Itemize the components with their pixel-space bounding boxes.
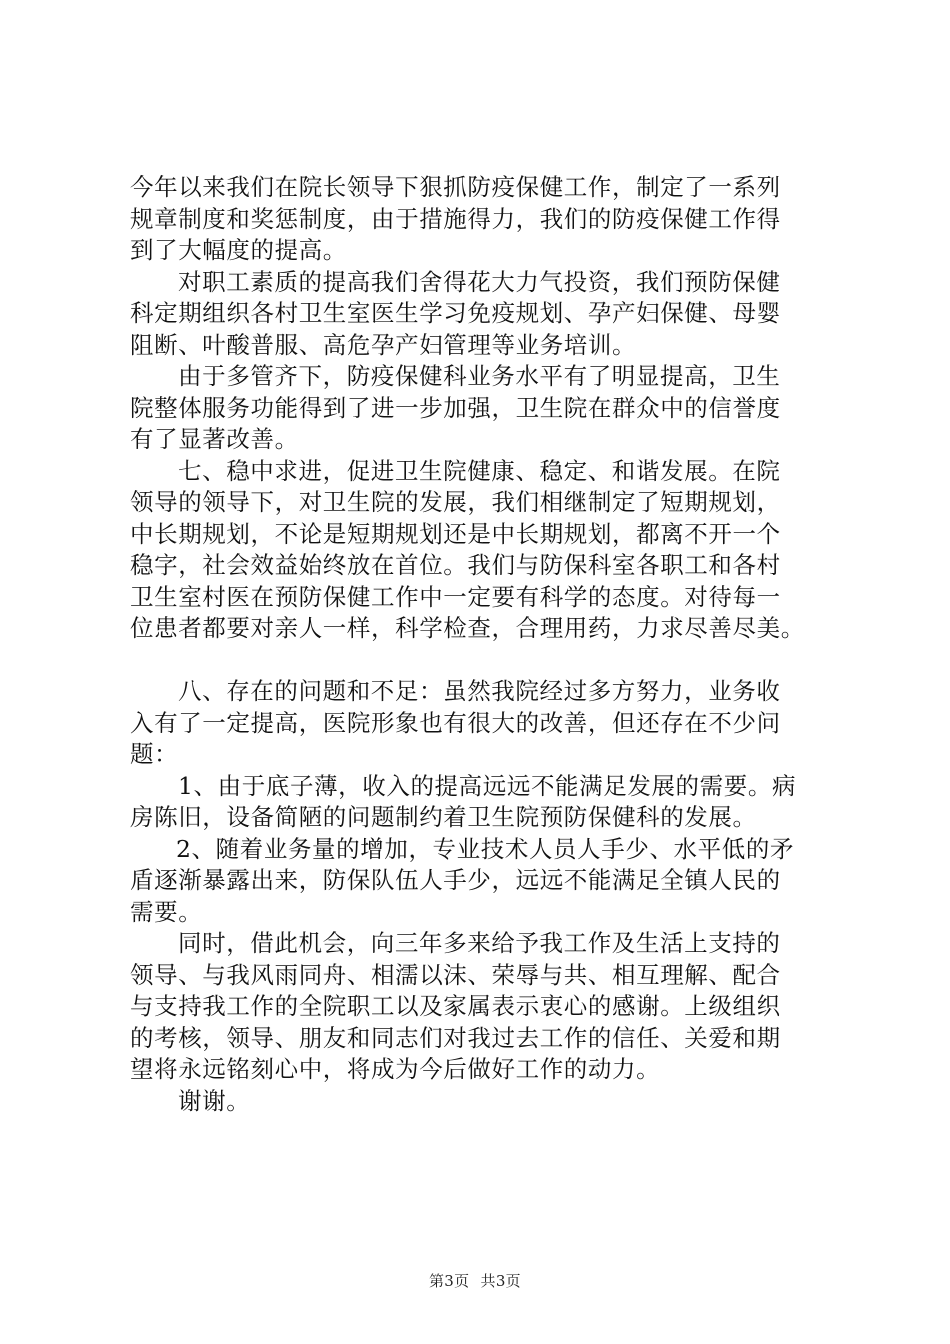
text-line: 中长期规划，不论是短期规划还是中长期规划，都离不开一个 bbox=[130, 519, 781, 548]
text-line: 领导、与我风雨同舟、相濡以沫、荣辱与共、相互理解、配合 bbox=[130, 960, 781, 989]
text-line: 入有了一定提高，医院形象也有很大的改善，但还存在不少问 bbox=[130, 708, 781, 737]
page-number: 第3页 bbox=[429, 1272, 470, 1290]
text-line: 院整体服务功能得到了进一步加强，卫生院在群众中的信誉度 bbox=[130, 393, 781, 422]
text-line: 谢谢。 bbox=[178, 1086, 251, 1115]
text-line: 需要。 bbox=[130, 897, 203, 926]
text-line: 与支持我工作的全院职工以及家属表示衷心的感谢。上级组织 bbox=[130, 992, 781, 1020]
text-line: 卫生室村医在预防保健工作中一定要有科学的态度。对待每一 bbox=[130, 582, 781, 611]
text-line: 望将永远铭刻心中，将成为今后做好工作的动力。 bbox=[130, 1055, 661, 1083]
text-line: 今年以来我们在院长领导下狠抓防疫保健工作，制定了一系列 bbox=[130, 173, 781, 201]
document-body bbox=[130, 172, 850, 1117]
text-line: 领导的领导下，对卫生院的发展，我们相继制定了短期规划， bbox=[130, 488, 781, 516]
text-line: 2、随着业务量的增加，专业技术人员人手少、水平低的矛 bbox=[176, 834, 795, 863]
text-line: 对职工素质的提高我们舍得花大力气投资，我们预防保健 bbox=[178, 267, 781, 296]
text-line: 到了大幅度的提高。 bbox=[130, 236, 347, 264]
page-total: 共3页 bbox=[480, 1272, 521, 1290]
text-line: 1、由于底子薄，收入的提高远远不能满足发展的需要。病 bbox=[178, 771, 797, 800]
paragraph-gap bbox=[130, 645, 850, 677]
text-line: 科定期组织各村卫生室医生学习免疫规划、孕产妇保健、母婴 bbox=[130, 299, 781, 327]
page-footer bbox=[0, 1270, 950, 1291]
text-line: 题： bbox=[130, 740, 179, 768]
text-line: 的考核，领导、朋友和同志们对我过去工作的信任、关爱和期 bbox=[130, 1023, 781, 1052]
text-line: 房陈旧，设备简陋的问题制约着卫生院预防保健科的发展。 bbox=[130, 803, 757, 831]
text-line: 同时，借此机会，向三年多来给予我工作及生活上支持的 bbox=[178, 929, 781, 957]
text-line: 稳字，社会效益始终放在首位。我们与防保科室各职工和各村 bbox=[130, 551, 781, 579]
text-line: 盾逐渐暴露出来，防保队伍人手少，远远不能满足全镇人民的 bbox=[130, 866, 781, 894]
text-line: 阻断、叶酸普服、高危孕产妇管理等业务培训。 bbox=[130, 330, 637, 359]
text-line: 规章制度和奖惩制度，由于措施得力，我们的防疫保健工作得 bbox=[130, 204, 781, 233]
text-line: 由于多管齐下，防疫保健科业务水平有了明显提高，卫生 bbox=[178, 362, 781, 390]
text-line: 有了显著改善。 bbox=[130, 425, 299, 453]
text-line: 位患者都要对亲人一样，科学检查，合理用药，力求尽善尽美。 bbox=[130, 614, 805, 642]
text-line: 七、稳中求进，促进卫生院健康、稳定、和谐发展。在院 bbox=[178, 456, 781, 485]
text-line: 八、存在的问题和不足：虽然我院经过多方努力，业务收 bbox=[178, 677, 781, 705]
